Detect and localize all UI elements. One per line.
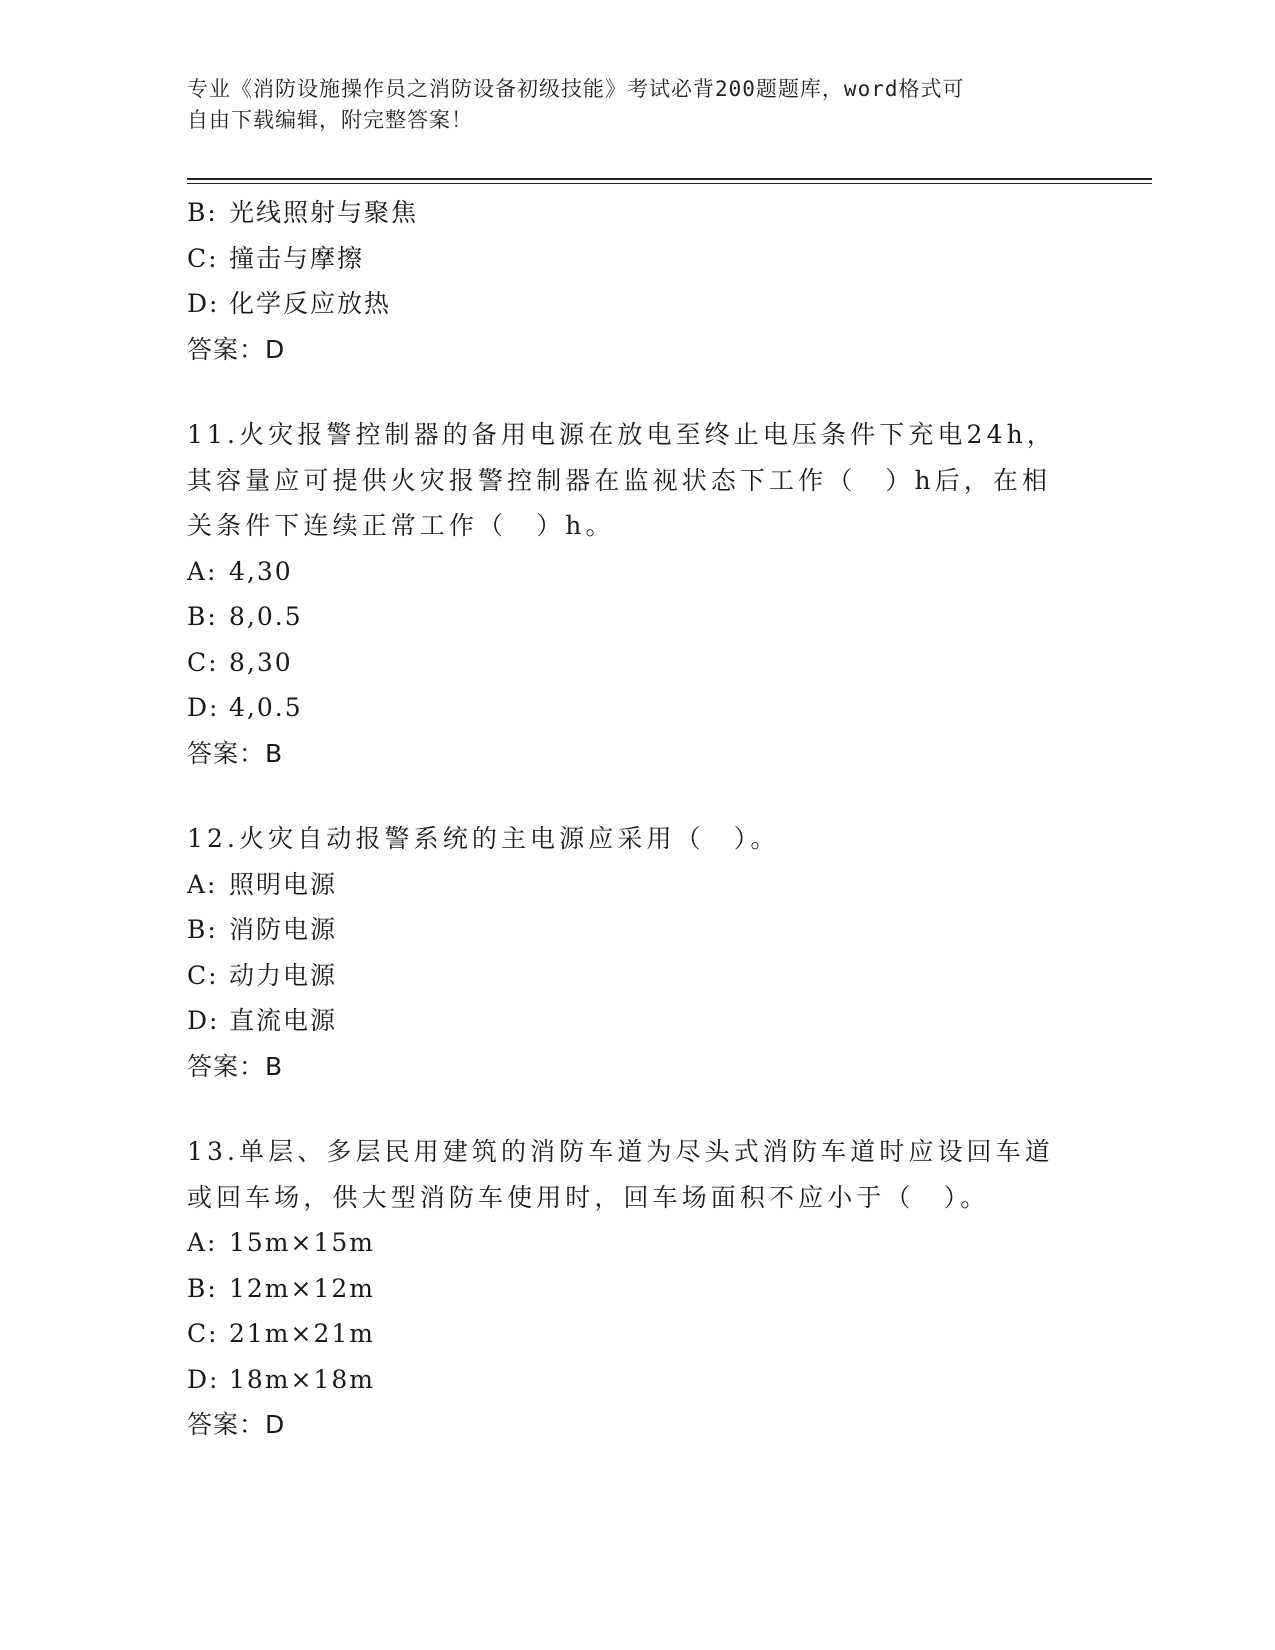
question-block-11 (187, 412, 1087, 776)
question-list (187, 190, 1087, 1448)
answer-line: 答案：D (187, 1410, 286, 1439)
option-letter: B: (187, 915, 218, 944)
option-text: 4,0.5 (229, 693, 303, 722)
option-d (187, 685, 1087, 731)
option-text: 消防电源 (229, 915, 338, 944)
option-text: 光线照射与聚焦 (229, 198, 419, 227)
option-letter: B: (187, 602, 218, 631)
option-letter: D: (187, 1006, 220, 1035)
option-text: 动力电源 (229, 960, 338, 990)
option-c (187, 1311, 1087, 1357)
answer-line: 答案：B (187, 738, 284, 768)
option-c (187, 640, 1087, 686)
option-d (187, 998, 1087, 1044)
document-header (187, 74, 1067, 136)
question-stem: 12.火灾自动报警系统的主电源应采用（ ）。 (187, 824, 780, 853)
option-letter: D: (187, 693, 220, 722)
question-stem: 13.单层、多层民用建筑的消防车道为尽头式消防车道时应设回车道或回车场，供大型消防车使用时，回车场面积不应小于（ ）。 (187, 1137, 1054, 1212)
option-letter: C: (187, 960, 219, 990)
option-text: 21m×21m (229, 1319, 375, 1348)
option-a (187, 1220, 1087, 1266)
header-line-2: 自由下载编辑，附完整答案！ (187, 108, 473, 132)
option-text: 18m×18m (229, 1364, 375, 1394)
question-block-12 (187, 816, 1087, 1089)
option-b (187, 907, 1087, 953)
option-a (187, 549, 1087, 595)
option-c (187, 953, 1087, 999)
option-letter: C: (187, 1319, 219, 1348)
option-b (187, 190, 1087, 236)
option-text: 照明电源 (229, 869, 338, 899)
option-text: 直流电源 (229, 1006, 338, 1035)
option-letter: C: (187, 647, 219, 677)
option-letter: C: (187, 243, 219, 273)
option-a (187, 862, 1087, 908)
option-letter: A: (187, 1228, 218, 1257)
spacer (187, 776, 1087, 816)
option-letter: A: (187, 869, 218, 899)
option-text: 8,0.5 (229, 602, 303, 631)
option-text: 8,30 (229, 647, 293, 677)
option-text: 15m×15m (229, 1228, 375, 1257)
spacer (187, 372, 1087, 412)
option-letter: B: (187, 1273, 218, 1303)
option-letter: A: (187, 556, 218, 586)
header-line-1: 专业《消防设施操作员之消防设备初级技能》考试必背200题题库，word格式可 (187, 77, 965, 101)
option-c (187, 236, 1087, 282)
option-text: 化学反应放热 (229, 289, 392, 318)
question-block-13 (187, 1129, 1087, 1448)
question-stem: 11.火灾报警控制器的备用电源在放电至终止电压条件下充电24h，其容量应可提供火灾报警控制器在监视状态下工作（ ）h后，在相关条件下连续正常工作（ ）h。 (187, 420, 1056, 540)
option-letter: D: (187, 289, 220, 318)
option-b (187, 594, 1087, 640)
option-text: 撞击与摩擦 (229, 243, 365, 273)
option-letter: D: (187, 1364, 220, 1394)
option-text: 12m×12m (229, 1273, 375, 1303)
option-d (187, 281, 1087, 327)
option-text: 4,30 (229, 556, 293, 586)
spacer (187, 1089, 1087, 1129)
option-letter: B: (187, 198, 218, 227)
answer-line: 答案：D (187, 334, 286, 364)
header-divider-thin (187, 183, 1152, 184)
answer-line: 答案：B (187, 1051, 284, 1081)
question-block-10-continued (187, 190, 1087, 372)
option-d (187, 1357, 1087, 1403)
header-divider-thick (187, 178, 1152, 180)
option-b (187, 1266, 1087, 1312)
